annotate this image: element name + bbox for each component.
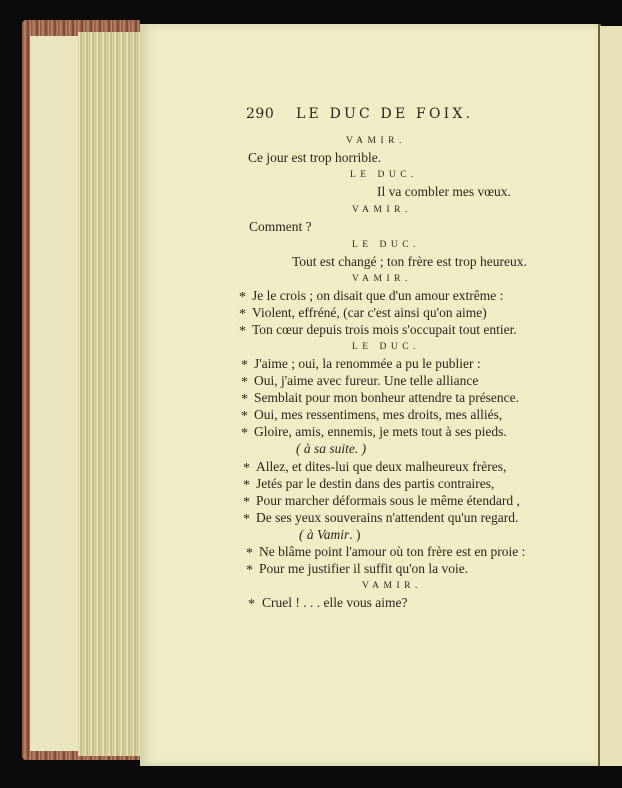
- quote-marker: *: [243, 478, 250, 493]
- page-number: 290: [246, 106, 275, 122]
- speaker-name: VAMIR.: [362, 581, 422, 591]
- quote-marker: *: [241, 392, 248, 407]
- quote-marker: *: [241, 426, 248, 441]
- verse-line: Ton cœur depuis trois mois s'occupait tout entier.: [252, 322, 517, 337]
- verse-line: Oui, j'aime avec fureur. Une telle alliance: [254, 373, 479, 388]
- running-head: [246, 106, 474, 122]
- quote-marker: *: [239, 324, 246, 339]
- verse-line: Allez, et dites-lui que deux malheureux frères,: [256, 459, 507, 474]
- verse-line: Ne blâme point l'amour où ton frère est en proie :: [259, 544, 526, 559]
- verse-line: Je le crois ; on disait que d'un amour extrême :: [252, 288, 504, 303]
- facing-page-edge: [600, 26, 622, 766]
- verse-line: Comment ?: [249, 219, 312, 234]
- quote-marker: *: [246, 546, 253, 561]
- verse-line: De ses yeux souverains n'attendent qu'un regard.: [256, 510, 519, 525]
- quote-marker: *: [248, 597, 255, 612]
- stage-direction: ( à sa suite. ): [296, 441, 367, 456]
- left-page-edge: [30, 36, 78, 751]
- quote-marker: *: [241, 358, 248, 373]
- stage-direction-name: Vamir: [317, 527, 350, 542]
- stage-direction: [299, 527, 361, 543]
- quote-marker: *: [241, 409, 248, 424]
- speaker-name: LE DUC.: [350, 170, 418, 180]
- speaker-name: VAMIR.: [352, 205, 412, 215]
- quote-marker: *: [239, 290, 246, 305]
- verse-line: Tout est changé ; ton frère est trop heureux.: [292, 254, 527, 269]
- quote-marker: *: [243, 461, 250, 476]
- verse-line: Oui, mes ressentimens, mes droits, mes alliés,: [254, 407, 503, 422]
- verse-line: Il va combler mes vœux.: [377, 184, 511, 199]
- speaker-name: VAMIR.: [352, 274, 412, 284]
- stage-direction-open: ( à: [299, 527, 317, 542]
- verse-line: Semblait pour mon bonheur attendre ta présence.: [254, 390, 520, 405]
- quote-marker: *: [246, 563, 253, 578]
- verse-line: Ce jour est trop horrible.: [248, 150, 382, 165]
- stage-direction-close: . ): [349, 527, 361, 542]
- quote-marker: *: [241, 375, 248, 390]
- verse-line: Cruel ! . . . elle vous aime?: [262, 595, 408, 610]
- verse-line: J'aime ; oui, la renommée a pu le publier :: [254, 356, 481, 371]
- quote-marker: *: [243, 495, 250, 510]
- speaker-name: LE DUC.: [352, 240, 420, 250]
- page-block-edges: [78, 32, 140, 756]
- quote-marker: *: [243, 512, 250, 527]
- verse-line: Violent, effréné, (car c'est ainsi qu'on aime): [252, 305, 487, 320]
- speaker-name: VAMIR.: [346, 136, 406, 146]
- speaker-name: LE DUC.: [352, 342, 420, 352]
- verse-line: Pour me justifier il suffit qu'on la voie.: [259, 561, 469, 576]
- verse-line: Gloire, amis, ennemis, je mets tout à ses pieds.: [254, 424, 507, 439]
- verse-line: Jetés par le destin dans des partis contraires,: [256, 476, 495, 491]
- running-title: LE DUC DE FOIX.: [296, 106, 474, 122]
- quote-marker: *: [239, 307, 246, 322]
- verse-line: Pour marcher déformais sous le même étendard ,: [256, 493, 520, 508]
